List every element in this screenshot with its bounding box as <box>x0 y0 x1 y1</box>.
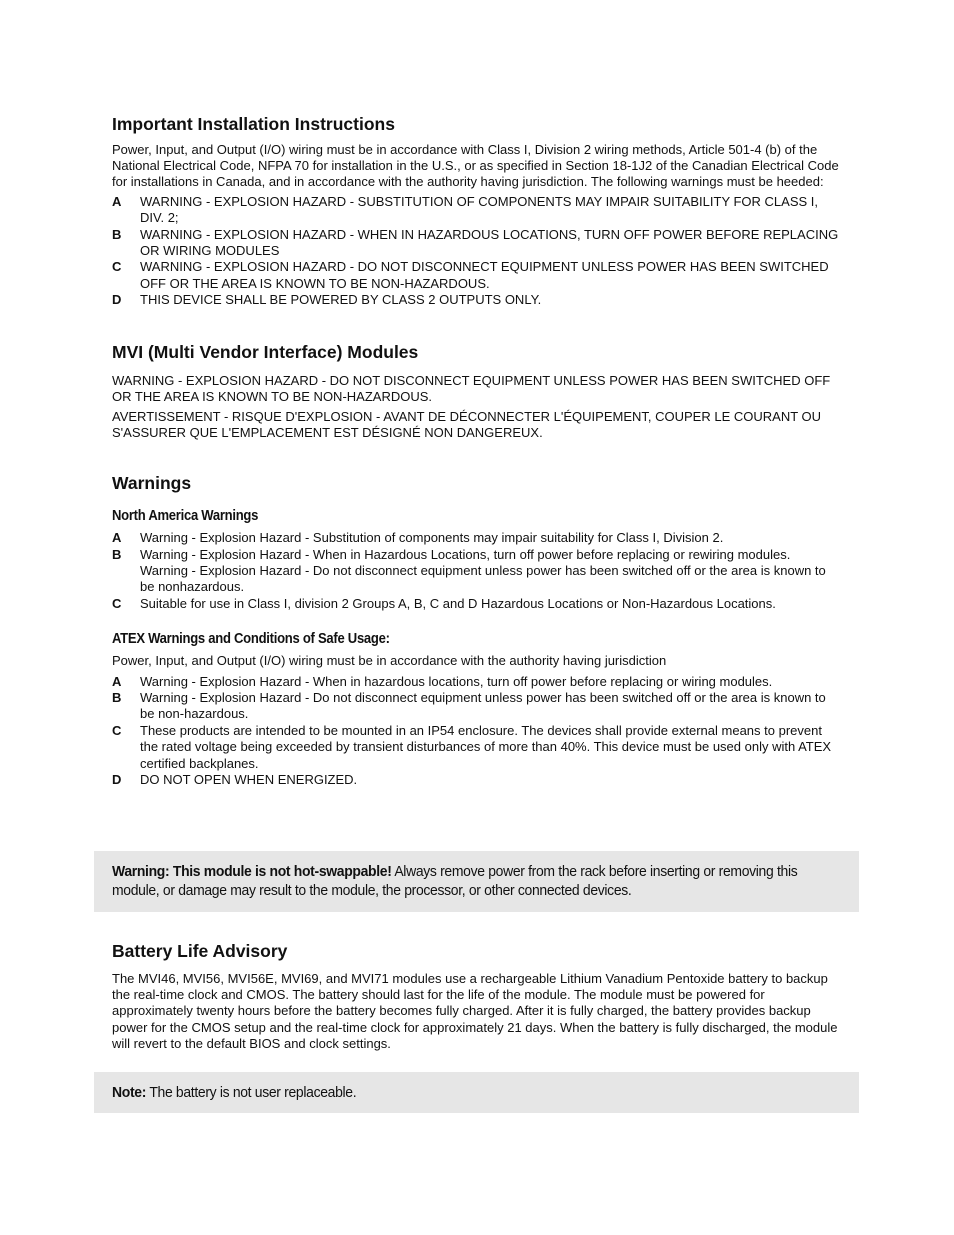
hot-swap-warning-label: Warning: This module is not hot-swappable! <box>112 863 392 880</box>
main-content <box>112 113 842 789</box>
item-letter: D <box>112 292 122 308</box>
item-letter: D <box>112 772 122 788</box>
list-item <box>112 723 842 772</box>
list-item <box>112 772 842 788</box>
atex-list <box>112 674 842 789</box>
item-text <box>140 596 842 612</box>
note-body: The battery is not user replaceable. <box>146 1084 357 1101</box>
item-letter: C <box>112 723 122 739</box>
item-letter: B <box>112 547 122 563</box>
list-item <box>112 690 842 722</box>
list-item <box>112 547 842 596</box>
item-letter: A <box>112 673 122 689</box>
item-text <box>140 530 842 546</box>
hot-swap-warning-body: Always remove power from the rack before inserting or removing this module, or damage may result to the module, the processor, or other connected devices. <box>112 863 798 899</box>
north-america-heading: North America Warnings <box>112 508 259 525</box>
item-text <box>140 547 842 596</box>
item-line: Warning - Explosion Hazard - When in Hazardous Locations, turn off power before replacing or rewiring modules. <box>140 547 791 563</box>
item-letter: A <box>112 193 122 209</box>
battery-body: The MVI46, MVI56, MVI56E, MVI69, and MVI71 modules use a rechargeable Lithium Vanadium Pentoxide battery to backup the real-time clock and CMOS. The battery should last for the life of the module. The module must be powered for approximately twenty hours before the battery becomes fully charged. After it is fully charged, the battery provides backup power for the CMOS setup and the real-time clock for approximately 21 days. When the battery is fully discharged, the module will revert to the default BIOS and clock settings. <box>112 971 838 1051</box>
north-america-list <box>112 530 842 612</box>
note-callout <box>94 1072 859 1113</box>
item-text: WARNING - EXPLOSION HAZARD - SUBSTITUTION OF COMPONENTS MAY IMPAIR SUITABILITY FOR CLASS I, DIV. 2; <box>140 193 819 225</box>
item-letter: C <box>112 259 122 275</box>
list-item <box>112 227 842 259</box>
warnings-heading: Warnings <box>112 473 192 494</box>
note-text <box>112 1083 847 1102</box>
item-letter: A <box>112 530 122 546</box>
note-label: Note: <box>112 1084 147 1101</box>
item-letter: C <box>112 596 122 612</box>
item-text: THIS DEVICE SHALL BE POWERED BY CLASS 2 OUTPUTS ONLY. <box>140 292 542 308</box>
item-text: WARNING - EXPLOSION HAZARD - WHEN IN HAZARDOUS LOCATIONS, TURN OFF POWER BEFORE REPLACING OR WIRING MODULES <box>140 226 839 258</box>
installation-heading: Important Installation Instructions <box>112 114 395 134</box>
item-text: WARNING - EXPLOSION HAZARD - DO NOT DISCONNECT EQUIPMENT UNLESS POWER HAS BEEN SWITCHED OFF OR THE AREA IS KNOWN TO BE NON-HAZARDOUS. <box>140 259 829 291</box>
installation-intro: Power, Input, and Output (I/O) wiring must be in accordance with Class I, Division 2 wiring methods, Article 501-4 (b) of the National Electrical Code, NFPA 70 for installation in the U.S., or as specified in Section 18-1J2 of the Canadian Electrical Code for installations in Canada, and in accordance with the authority having jurisdiction. The following warnings must be heeded: <box>112 142 839 190</box>
list-item <box>112 259 842 291</box>
item-letter: B <box>112 690 122 706</box>
battery-heading: Battery Life Advisory <box>112 941 288 961</box>
list-item <box>112 674 842 690</box>
item-text: Warning - Explosion Hazard - When in hazardous locations, turn off power before replacing or wiring modules. <box>140 673 773 689</box>
battery-section <box>112 940 842 1056</box>
mvi-warning-english: WARNING - EXPLOSION HAZARD - DO NOT DISCONNECT EQUIPMENT UNLESS POWER HAS BEEN SWITCHED OFF OR THE AREA IS KNOWN TO BE NON-HAZARDOUS. <box>112 372 831 404</box>
atex-heading: ATEX Warnings and Conditions of Safe Usage: <box>112 631 390 648</box>
item-text: Warning - Explosion Hazard - Do not disconnect equipment unless power has been switched off or the area is known to be non-hazardous. <box>140 690 826 722</box>
item-line: Warning - Explosion Hazard - Substitution of components may impair suitability for Class I, Division 2. <box>140 530 724 546</box>
list-item <box>112 530 842 546</box>
item-letter: B <box>112 226 122 242</box>
item-text: DO NOT OPEN WHEN ENERGIZED. <box>140 772 358 788</box>
list-item <box>112 596 842 612</box>
atex-intro: Power, Input, and Output (I/O) wiring must be in accordance with the authority having jurisdiction <box>112 653 667 669</box>
hot-swap-warning-callout <box>94 851 859 912</box>
item-line: Suitable for use in Class I, division 2 Groups A, B, C and D Hazardous Locations or Non-Hazardous Locations. <box>140 596 776 612</box>
list-item <box>112 292 842 308</box>
list-item <box>112 194 842 226</box>
item-line: Warning - Explosion Hazard - Do not disconnect equipment unless power has been switched off or the area is known to be nonhazardous. <box>140 563 826 595</box>
mvi-warning-french: AVERTISSEMENT - RISQUE D'EXPLOSION - AVANT DE DÉCONNECTER L'ÉQUIPEMENT, COUPER LE COURANT OU S'ASSURER QUE L'EMPLACEMENT EST DÉSIGNÉ NON DANGEREUX. <box>112 408 822 441</box>
mvi-heading: MVI (Multi Vendor Interface) Modules <box>112 341 419 362</box>
item-text: These products are intended to be mounted in an IP54 enclosure. The devices shall provide external means to prevent the rated voltage being exceeded by transient disturbances of more than 40%. This device must be used only with ATEX certified backplanes. <box>140 723 832 771</box>
installation-list <box>112 194 842 309</box>
hot-swap-warning-text <box>112 862 847 900</box>
